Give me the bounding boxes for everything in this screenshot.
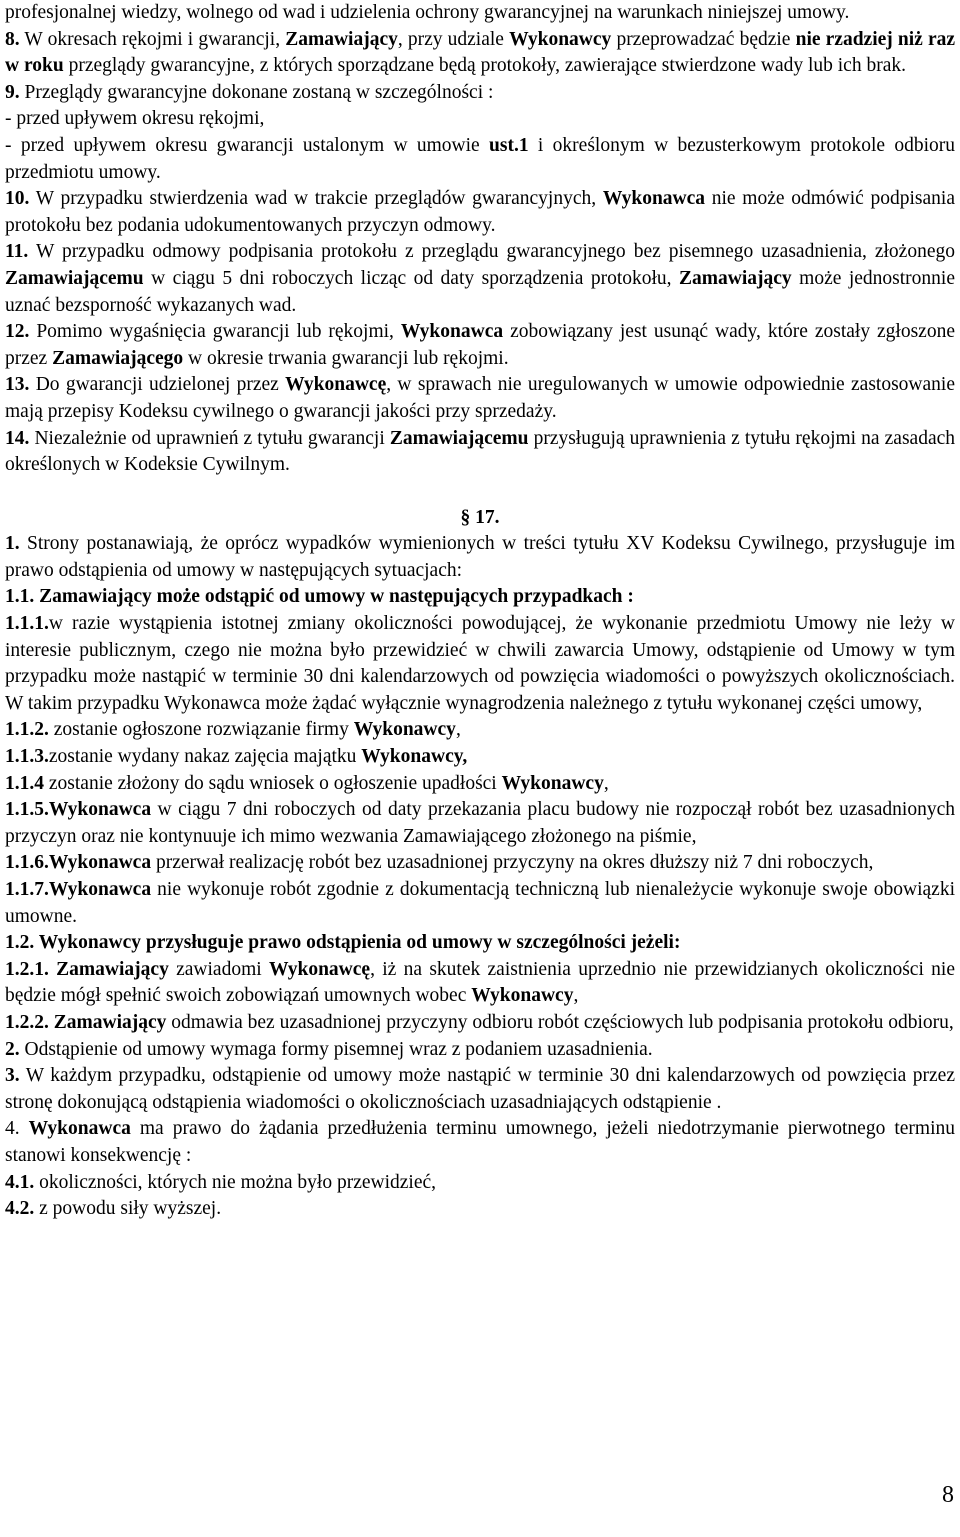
text-run: 2. [5, 1038, 20, 1060]
text-run: ma prawo do żądania przedłużenia terminu umownego, jeżeli niedotrzymanie pierwotnego terminu stanowi konsekwencję : [5, 1118, 955, 1166]
text-run: 1.2.2. Zamawiający [5, 1011, 167, 1033]
text-run: Wykonawca [28, 1118, 131, 1140]
text-run: W przypadku stwierdzenia wad w trakcie przeglądów gwarancyjnych, [29, 188, 603, 210]
text-run: 8. [5, 28, 20, 50]
withdrawal-paragraph [5, 717, 955, 744]
withdrawal-paragraph [5, 531, 955, 584]
withdrawal-paragraph [5, 1010, 955, 1037]
text-run: Wykonawcy [509, 28, 612, 50]
withdrawal-paragraph [5, 1196, 955, 1223]
text-run: 1.2.1. Zamawiający [5, 958, 169, 980]
text-run: okoliczności, których nie można było przewidzieć, [34, 1171, 437, 1193]
document-page [5, 0, 955, 1223]
text-run: Zamawiający [679, 267, 792, 289]
text-run: przeprowadzać będzie [611, 28, 796, 50]
text-run: W każdym przypadku, odstąpienie od umowy może nastąpić w terminie 30 dni kalendarzowych od powzięcia przez stronę dokonującą odstąpienia wiadomości o okolicznościach uzasadniających odstąpienie . [5, 1065, 955, 1113]
text-run: zostanie ogłoszone rozwiązanie firmy [48, 719, 354, 741]
text-run: przysługują uprawnienia z tytułu rękojmi na zasadach określonych w Kodeksie Cywilnym. [5, 427, 956, 476]
withdrawal-paragraph [5, 1116, 955, 1169]
text-run: 1.1.5.Wykonawca [5, 799, 152, 821]
text-run: 11. [5, 241, 29, 263]
text-run: Wykonawcy [501, 772, 604, 794]
text-run: 14. [5, 427, 30, 449]
text-run: - przed upływem okresu gwarancji ustalonym w umowie [5, 134, 490, 156]
text-run: 1.1.6.Wykonawca [5, 852, 152, 874]
text-run: Do gwarancji udzielonej przez [29, 374, 286, 396]
text-run: 4. [5, 1118, 29, 1140]
text-run: 10. [5, 188, 30, 210]
text-run: , w sprawach nie uregulowanych w umowie odpowiednie zastosowanie mają przepisy Kodeksu cywilnego o gwarancji jakości przy sprzedaży. [5, 374, 955, 422]
text-run: 1.1.3. [5, 746, 49, 768]
text-run: Wykonawcę [268, 958, 371, 980]
text-run: W okresach rękojmi i gwarancji, [19, 28, 286, 50]
text-run: Zamawiający [285, 28, 398, 50]
text-run: 4.2. [5, 1198, 35, 1220]
warranty-paragraph [5, 186, 955, 239]
text-run: zobowiązany jest usunąć wady, które zostały zgłoszone przez [5, 321, 955, 369]
text-run: może jednostronnie uznać bezsporność wykazanych wad. [5, 267, 956, 316]
withdrawal-paragraph [5, 957, 955, 1010]
text-run: , [573, 985, 579, 1007]
text-run: i określonym w bezusterkowym protokole odbioru przedmiotu umowy. [5, 134, 956, 183]
text-run: , [455, 719, 461, 741]
text-run: 4.1. [5, 1171, 35, 1193]
text-run: w razie wystąpienia istotnej zmiany okoliczności powodującej, że wykonanie przedmiotu Umowy nie leży w interesie publicznym, czego nie można było przewidzieć w chwili zawarcia Umowy, odstąpienie od Umowy w tym przypadku może nastąpić w terminie 30 dni kalendarzowych od powzięcia wiadomości o powyższych okolicznościach. W takim przypadku Wykonawca może żądać wyłącznie wynagrodzenia należnego z tytułu wykonanej części umowy, [5, 613, 955, 714]
text-run: W przypadku odmowy podpisania protokołu z przeglądu gwarancyjnego bez pisemnego uzasadnienia, złożonego [28, 241, 955, 263]
withdrawal-paragraph [5, 1063, 955, 1116]
text-run: Wykonawcy [353, 719, 456, 741]
text-run: Wykonawcy, [361, 746, 468, 768]
withdrawal-paragraph [5, 850, 955, 877]
withdrawal-paragraph [5, 611, 955, 717]
text-run: Wykonawca [400, 321, 504, 343]
text-run: Zamawiającemu [5, 267, 144, 289]
text-run: zostanie wydany nakaz zajęcia majątku [48, 746, 362, 768]
warranty-paragraph [5, 239, 955, 319]
text-run: 1.1.7.Wykonawca [5, 879, 152, 900]
withdrawal-paragraph [5, 877, 955, 930]
text-run: nie rzadziej niż raz w roku [5, 28, 956, 77]
text-run: w ciągu 7 dni roboczych od daty przekazania placu budowy nie rozpoczął robót bez uzasadnionych przyczyn oraz nie kontynuuje ich mimo wezwania Zamawiającego złożonego na piśmie, [5, 799, 955, 847]
warranty-paragraph [5, 27, 955, 80]
text-run: w ciągu 5 dni roboczych licząc od daty sporządzenia protokołu, [143, 267, 680, 289]
text-run: przerwał realizację robót bez uzasadnionej przyczyny na okres dłuższy niż 7 dni roboczych, [151, 852, 874, 874]
withdrawal-paragraph [5, 797, 955, 850]
text-run: w okresie trwania gwarancji lub rękojmi. [183, 347, 509, 369]
text-run: 1.1.2. [5, 719, 49, 741]
text-run: Wykonawcę [285, 374, 387, 396]
text-run: 9. [5, 81, 20, 103]
text-run: 1.1.4 [5, 772, 44, 794]
text-run: przeglądy gwarancyjne, z których sporządzane będą protokoły, zawierające stwierdzone wady lub ich brak. [63, 55, 906, 77]
text-run: 1.2. Wykonawcy przysługuje prawo odstąpienia od umowy w szczególności jeżeli: [5, 932, 681, 954]
withdrawal-paragraph [5, 930, 955, 957]
text-run: 1.1. Zamawiający może odstąpić od umowy w następujących przypadkach : [5, 586, 634, 608]
withdrawal-paragraph [5, 584, 955, 611]
text-run: Odstąpienie od umowy wymaga formy pisemnej wraz z podaniem uzasadnienia. [19, 1038, 653, 1060]
text-run: Zamawiającemu [389, 427, 529, 449]
warranty-paragraph [5, 80, 955, 107]
text-run: , [603, 772, 609, 794]
withdrawal-paragraph [5, 771, 955, 798]
text-run: 13. [5, 374, 30, 396]
text-run: Pomimo wygaśnięcia gwarancji lub rękojmi, [29, 321, 401, 343]
withdrawal-paragraph [5, 1037, 955, 1064]
page-number: 8 [942, 1482, 954, 1508]
warranty-paragraph [5, 106, 955, 133]
text-run: Przeglądy gwarancyjne dokonane zostaną w szczególności : [19, 81, 494, 103]
text-run: z powodu siły wyższej. [34, 1198, 222, 1220]
text-run: Wykonawca [602, 188, 706, 210]
warranty-paragraph [5, 372, 955, 425]
text-run: odmawia bez uzasadnionej przyczyny odbioru robót częściowych lub podpisania protokołu odbioru, [166, 1011, 954, 1033]
text-run: nie może odmówić podpisania protokołu bez podania udokumentowanych przyczyn odmowy. [5, 188, 955, 236]
text-run: ust.1 [489, 134, 529, 156]
text-run: 3. [5, 1065, 20, 1087]
withdrawal-clauses [5, 531, 955, 1222]
text-run: , przy udziale [397, 28, 510, 50]
text-run: zostanie złożony do sądu wniosek o ogłoszenie upadłości [44, 772, 502, 794]
section-heading: § 17. [460, 506, 500, 528]
text-run: Zamawiającego [52, 347, 184, 369]
text-run: - przed upływem okresu rękojmi, [5, 108, 265, 130]
text-run: Strony postanawiają, że oprócz wypadków wymienionych w treści tytułu XV Kodeksu Cywilnego, przysługuje im prawo odstąpienia od umowy w następujących sytuacjach: [5, 533, 955, 581]
text-run: Wykonawcy [471, 985, 574, 1007]
warranty-paragraph [5, 133, 955, 186]
text-run: Niezależnie od uprawnień z tytułu gwarancji [29, 427, 390, 449]
text-run: , iż na skutek zaistnienia uprzednio nie przewidzianych okoliczności nie będzie mógł spełnić swoich zobowiązań umownych wobec [5, 958, 955, 1007]
withdrawal-paragraph [5, 744, 955, 771]
text-run: zawiadomi [168, 958, 269, 980]
withdrawal-paragraph [5, 1170, 955, 1197]
warranty-paragraph [5, 0, 955, 27]
warranty-paragraph [5, 319, 955, 372]
text-run: 1.1.1. [5, 613, 49, 635]
warranty-clauses [5, 0, 955, 479]
text-run: nie wykonuje robót zgodnie z dokumentacją techniczną lub nienależycie wykonuje swoje obowiązki umowne. [5, 879, 955, 927]
warranty-paragraph [5, 426, 955, 479]
text-run: 1. [5, 533, 20, 555]
section-gap [5, 479, 955, 505]
text-run: profesjonalnej wiedzy, wolnego od wad i udzielenia ochrony gwarancyjnej na warunkach niniejszej umowy. [5, 2, 850, 23]
text-run: 12. [5, 321, 30, 343]
